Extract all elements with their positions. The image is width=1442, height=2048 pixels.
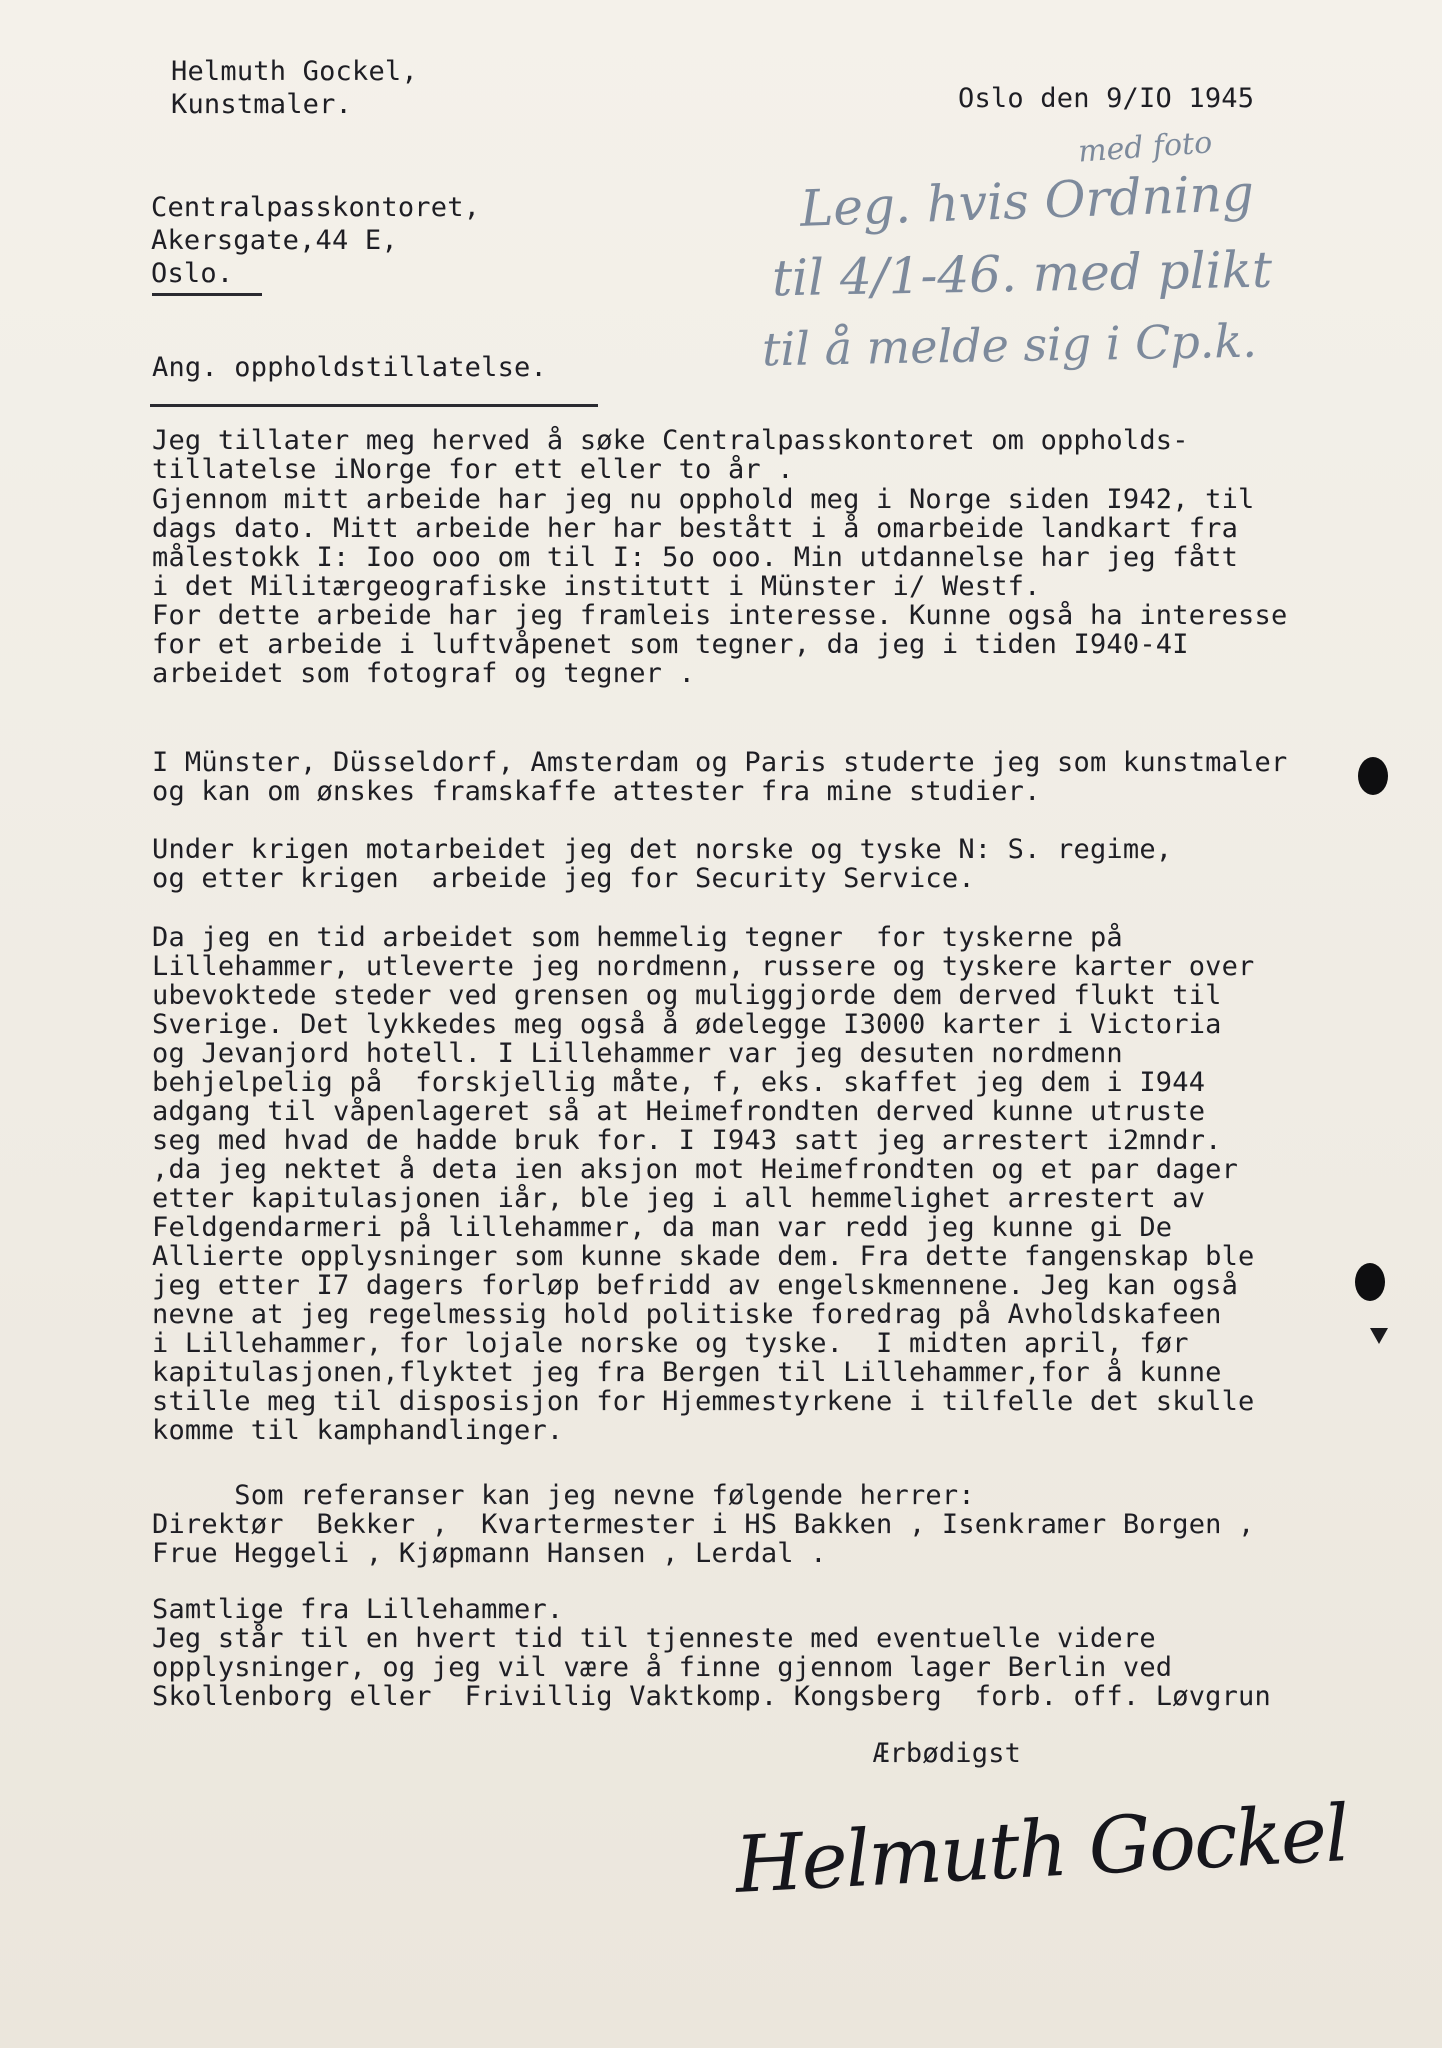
body-line: Direktør Bekker , Kvartermester i HS Bakken , Isenkramer Borgen , bbox=[152, 1509, 1255, 1540]
recipient-line-3: Oslo. bbox=[151, 258, 234, 289]
letter-date: Oslo den 9/IO 1945 bbox=[958, 83, 1255, 114]
paper-mark bbox=[1370, 1328, 1388, 1344]
body-line: Da jeg en tid arbeidet som hemmelig tegner for tyskerne på bbox=[152, 922, 1123, 953]
body-line: opplysninger, og jeg vil være å finne gjennom lager Berlin ved bbox=[152, 1652, 1173, 1683]
body-line: kapitulasjonen,flyktet jeg fra Bergen til Lillehammer,for å kunne bbox=[152, 1357, 1222, 1388]
body-line: Lillehammer, utleverte jeg nordmenn, russere og tyskere karter over bbox=[152, 951, 1255, 982]
body-line: Allierte opplysninger som kunne skade dem. Fra dette fangenskap ble bbox=[152, 1241, 1255, 1272]
body-line: etter kapitulasjonen iår, ble jeg i all hemmelighet arrestert av bbox=[152, 1183, 1206, 1214]
body-line: Jeg tillater meg herved å søke Centralpasskontoret om oppholds- bbox=[152, 425, 1189, 456]
body-line: Frue Heggeli , Kjøpmann Hansen , Lerdal . bbox=[152, 1538, 827, 1569]
subject-underline bbox=[150, 404, 598, 407]
body-line: adgang til våpenlageret så at Heimefrondten derved kunne utruste bbox=[152, 1096, 1206, 1127]
body-line: Skollenborg eller Frivillig Vaktkomp. Kongsberg forb. off. Løvgrun bbox=[152, 1681, 1271, 1712]
body-line: i Lillehammer, for lojale norske og tyske. I midten april, før bbox=[152, 1328, 1189, 1359]
body-line: nevne at jeg regelmessig hold politiske foredrag på Avholdskafeen bbox=[152, 1299, 1222, 1330]
recipient-line-2: Akersgate,44 E, bbox=[151, 225, 398, 256]
body-line: tillatelse iNorge for ett eller to år . bbox=[152, 454, 794, 485]
recipient-line-1: Centralpasskontoret, bbox=[151, 192, 481, 223]
body-line: Samtlige fra Lillehammer. bbox=[152, 1594, 564, 1625]
body-line: og etter krigen arbeide jeg for Security Service. bbox=[152, 863, 975, 894]
sender-title: Kunstmaler. bbox=[171, 89, 353, 120]
body-line: seg med hvad de hadde bruk for. I I943 satt jeg arrestert i2mndr. bbox=[152, 1125, 1222, 1156]
body-line: jeg etter I7 dagers forløp befridd av engelskmennene. Jeg kan også bbox=[152, 1270, 1239, 1301]
body-line: for et arbeide i luftvåpenet som tegner, da jeg i tiden I940-4I bbox=[152, 629, 1189, 660]
body-line: og kan om ønskes framskaffe attester fra mine studier. bbox=[152, 776, 1041, 807]
body-line: I Münster, Düsseldorf, Amsterdam og Paris studerte jeg som kunstmaler bbox=[152, 747, 1288, 778]
body-line: Jeg står til en hvert tid til tjenneste med eventuelle videre bbox=[152, 1623, 1156, 1654]
sender-name: Helmuth Gockel, bbox=[171, 56, 418, 87]
signature: Helmuth Gockel bbox=[733, 1789, 1350, 1911]
handwritten-annotation-insert: med foto bbox=[1076, 125, 1214, 170]
body-line: ubevoktede steder ved grensen og muliggjorde dem derved flukt til bbox=[152, 980, 1222, 1011]
handwritten-annotation-line-2: til 4/1-46. med plikt bbox=[771, 240, 1273, 308]
body-line: For dette arbeide har jeg framleis interesse. Kunne også ha interesse bbox=[152, 600, 1288, 631]
body-line: behjelpelig på forskjellig måte, f, eks. skaffet jeg dem i I944 bbox=[152, 1067, 1206, 1098]
punch-hole-top bbox=[1358, 757, 1388, 795]
body-line: i det Militærgeografiske institutt i Münster i/ Westf. bbox=[152, 571, 1041, 602]
handwritten-annotation-line-1: Leg. hvis Ordning bbox=[799, 164, 1255, 238]
recipient-underline bbox=[152, 293, 262, 296]
body-line: Gjennom mitt arbeide har jeg nu opphold meg i Norge siden I942, til bbox=[152, 484, 1255, 515]
body-line: Under krigen motarbeidet jeg det norske og tyske N: S. regime, bbox=[152, 834, 1173, 865]
body-line: målestokk I: Ioo ooo om til I: 5o ooo. Min utdannelse har jeg fått bbox=[152, 542, 1239, 573]
body-line: stille meg til disposisjon for Hjemmestyrkene i tilfelle det skulle bbox=[152, 1386, 1255, 1417]
subject-line: Ang. oppholdstillatelse. bbox=[152, 352, 547, 383]
body-line: dags dato. Mitt arbeide her har bestått i å omarbeide landkart fra bbox=[152, 513, 1239, 544]
body-line: arbeidet som fotograf og tegner . bbox=[152, 658, 696, 689]
body-line: ,da jeg nektet å deta ien aksjon mot Heimefrondten og et par dager bbox=[152, 1154, 1239, 1185]
body-line: Sverige. Det lykkedes meg også å ødelegge I3000 karter i Victoria bbox=[152, 1009, 1222, 1040]
body-line: og Jevanjord hotell. I Lillehammer var jeg desuten nordmenn bbox=[152, 1038, 1123, 1069]
punch-hole-bottom bbox=[1355, 1263, 1385, 1301]
body-line: komme til kamphandlinger. bbox=[152, 1415, 564, 1446]
closing: Ærbødigst bbox=[873, 1738, 1022, 1769]
body-line: Som referanser kan jeg nevne følgende herrer: bbox=[152, 1480, 975, 1511]
handwritten-annotation-line-3: til å melde sig i Cp.k. bbox=[761, 313, 1258, 377]
body-line: Feldgendarmeri på lillehammer, da man var redd jeg kunne gi De bbox=[152, 1212, 1173, 1243]
